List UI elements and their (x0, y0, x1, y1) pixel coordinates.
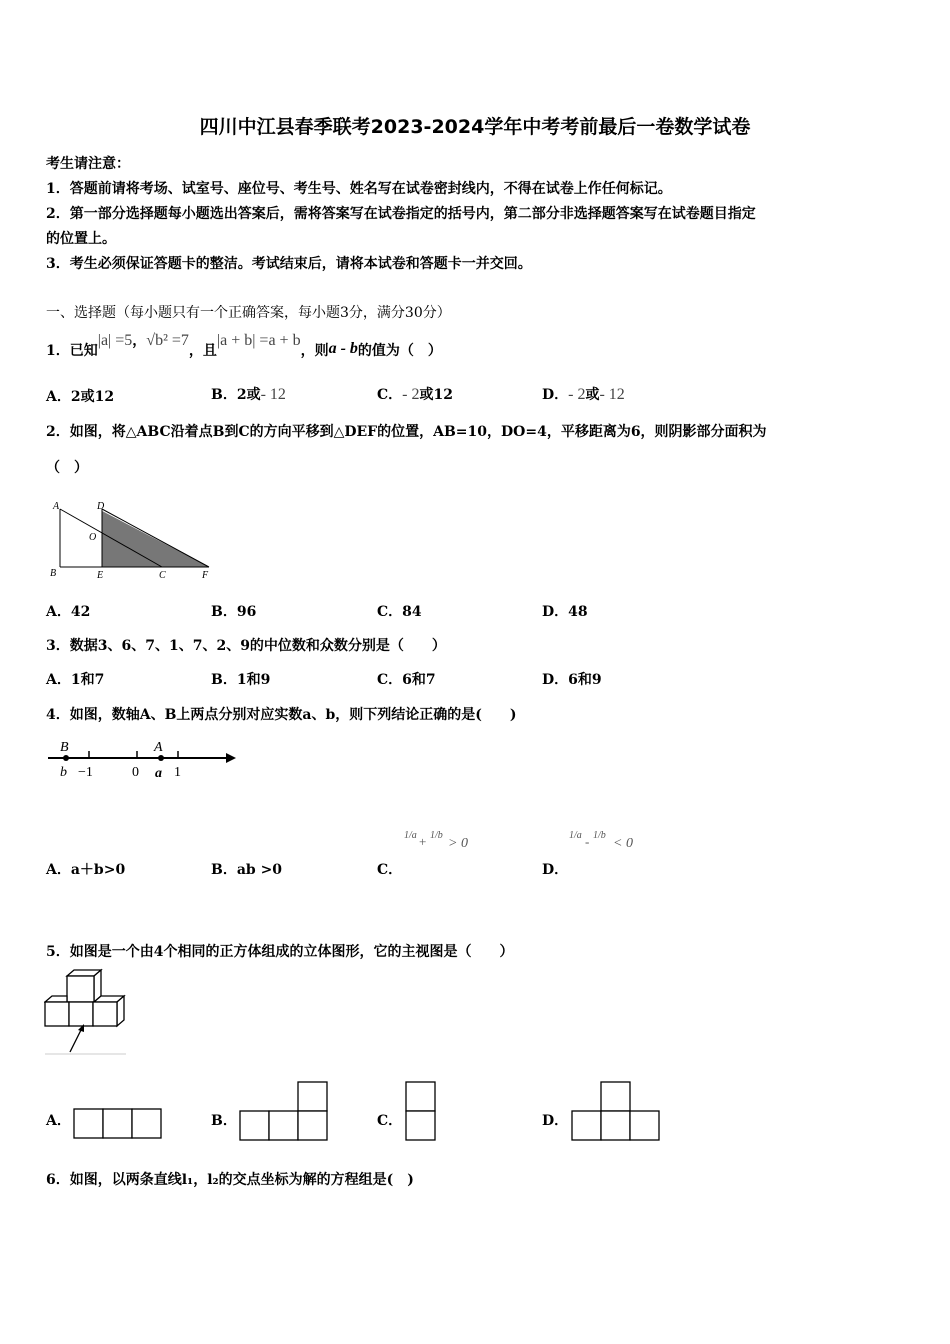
notice-item-2-cont: 的位置上。 (46, 231, 116, 247)
q5-b-square-1 (240, 1111, 269, 1140)
q3-option-c: C．6和7 (377, 672, 436, 688)
q1-option-a: A．2或12 (46, 389, 115, 405)
question-3-stem: 3．数据3、6、7、1、7、2、9的中位数和众数分别是（ ） (46, 638, 446, 654)
q2-option-c: C．84 (377, 604, 422, 620)
q5-c-square-bottom (406, 1111, 435, 1140)
q2-option-d: D．48 (542, 604, 588, 620)
q1-option-d-label: D． (542, 387, 569, 403)
q2-label-c: C (159, 570, 166, 581)
q4-d-frac1: 1/a (569, 830, 582, 841)
q4-point-a (158, 755, 164, 761)
q1-sqrt-b: √b² =7 (146, 332, 189, 349)
q4-c-frac1: 1/a (404, 830, 417, 841)
q1-abs-ab: |a + b| =a + b (216, 332, 301, 349)
q2-label-o: O (89, 532, 97, 543)
q1-option-d-mid: 或 (585, 387, 600, 403)
q5-option-a-label: A． (46, 1113, 71, 1129)
q4-arrow (226, 753, 236, 763)
q4-option-b: B．ab >0 (211, 862, 283, 878)
q5-right-cube-front (93, 1002, 117, 1026)
q4-point-b (63, 755, 69, 761)
q5-option-c-figure (403, 1080, 439, 1142)
q5-option-d-label: D． (542, 1113, 569, 1129)
q4-option-c: C． (377, 862, 403, 878)
q4-d-cmp: < 0 (613, 836, 633, 851)
q1-option-b (211, 384, 286, 404)
q4-c-op: + (419, 834, 427, 849)
q2-figure (44, 496, 216, 582)
q5-c-square-top (406, 1082, 435, 1111)
q5-a-square-1 (74, 1109, 103, 1138)
q4-number-line (44, 736, 244, 782)
q5-b-square-top (298, 1082, 327, 1111)
q5-a-square-3 (132, 1109, 161, 1138)
q4-d-op: - (585, 834, 590, 849)
q2-label-a: A (53, 501, 60, 512)
q1-option-c-tail: 或12 (419, 387, 453, 403)
q4-c-frac2: 1/b (430, 830, 443, 841)
q5-option-a-figure (72, 1106, 166, 1142)
q5-right-cube-side (117, 996, 124, 1026)
q2-option-a: A．42 (46, 604, 91, 620)
q1-option-d-value2: - 12 (599, 386, 625, 403)
q5-view-arrow (70, 1028, 82, 1052)
q1-suffix: 的值为（ ） (357, 343, 442, 359)
q2-label-d: D (97, 501, 105, 512)
q3-option-b: B．1和9 (211, 672, 271, 688)
q5-option-d-figure (569, 1080, 663, 1142)
q5-b-square-2 (269, 1111, 298, 1140)
q1-option-c-label: C． (377, 387, 403, 403)
q4-option-d-expr (567, 826, 647, 860)
q4-label-zero: 0 (132, 765, 139, 780)
q1-option-d (542, 384, 625, 404)
q5-b-square-3 (298, 1111, 327, 1140)
notice-item-3: 3．考生必须保证答题卡的整洁。考试结束后，请将本试卷和答题卡一并交回。 (46, 256, 532, 272)
q4-option-a: A．a＋b>0 (46, 862, 126, 878)
q4-option-c-expr (402, 826, 482, 860)
q1-then: ，则 (300, 343, 329, 359)
q4-d-frac2: 1/b (593, 830, 606, 841)
q4-option-d: D． (542, 862, 569, 878)
q5-left-cube-front (45, 1002, 69, 1026)
q2-option-b: B．96 (211, 604, 257, 620)
q2-label-e: E (97, 570, 104, 581)
notice-item-2: 2．第一部分选择题每小题选出答案后，需将答案写在试卷指定的括号内，第二部分非选择题答案写在试卷题目指定 (46, 206, 756, 222)
q1-and: ，且 (188, 343, 217, 359)
question-6-stem: 6．如图，以两条直线l₁，l₂的交点坐标为解的方程组是( ) (46, 1172, 414, 1188)
q1-option-b-value: - 12 (260, 386, 286, 403)
notice-item-1: 1．答题前请将考场、试室号、座位号、考生号、姓名写在试卷密封线内，不得在试卷上作任何标记。 (46, 181, 672, 197)
q1-option-c (377, 384, 453, 404)
q2-label-b: B (50, 568, 57, 579)
q1-option-c-value: - 2 (402, 386, 420, 403)
q5-a-square-2 (103, 1109, 132, 1138)
question-2-stem: 2．如图，将△ABC沿着点B到C的方向平移到△DEF的位置，AB=10，DO=4，平移距离为6，则阴影部分面积为 (46, 424, 767, 440)
q5-d-square-3 (630, 1111, 659, 1140)
q5-left-cube-top (45, 996, 67, 1002)
q4-label-one: 1 (174, 765, 181, 780)
q4-label-A: A (154, 740, 163, 755)
q4-label-minus1: −1 (78, 765, 93, 780)
question-2-stem-cont: （ ） (46, 460, 88, 476)
q1-abs-a: |a| =5 (97, 332, 133, 349)
q5-option-b-figure (237, 1080, 331, 1142)
q5-d-square-2 (601, 1111, 630, 1140)
q5-d-square-1 (572, 1111, 601, 1140)
question-1-stem (46, 330, 442, 358)
q4-c-cmp: > 0 (448, 836, 468, 851)
q5-cube-figure (44, 968, 128, 1056)
q5-top-cube-front (67, 976, 94, 1002)
q3-option-d: D．6和9 (542, 672, 602, 688)
section-heading: 一、选择题（每小题只有一个正确答案，每小题3分，满分30分） (46, 305, 451, 321)
q1-option-b-label: B．2或 (211, 387, 261, 403)
q1-comma: ， (132, 333, 147, 349)
q1-option-d-value: - 2 (568, 386, 586, 403)
q3-option-a: A．1和7 (46, 672, 105, 688)
q4-label-B: B (60, 740, 69, 755)
q5-d-square-top (601, 1082, 630, 1111)
q5-option-c-label: C． (377, 1113, 403, 1129)
q1-expr: a - b (328, 340, 358, 357)
question-5-stem: 5．如图是一个由4个相同的正方体组成的立体图形，它的主视图是（ ） (46, 944, 514, 960)
page-title: 四川中江县春季联考2023-2024学年中考考前最后一卷数学试卷 (199, 116, 751, 138)
notice-heading: 考生请注意： (46, 156, 130, 172)
q5-middle-cube-front (69, 1002, 93, 1026)
q4-label-a: a (155, 766, 162, 781)
q1-prefix: 1．已知 (46, 343, 98, 359)
question-4-stem: 4．如图，数轴A、B上两点分别对应实数a、b，则下列结论正确的是( ) (46, 707, 517, 723)
q2-label-f: F (202, 570, 209, 581)
q5-option-b-label: B． (211, 1113, 237, 1129)
q4-label-b: b (60, 765, 67, 780)
